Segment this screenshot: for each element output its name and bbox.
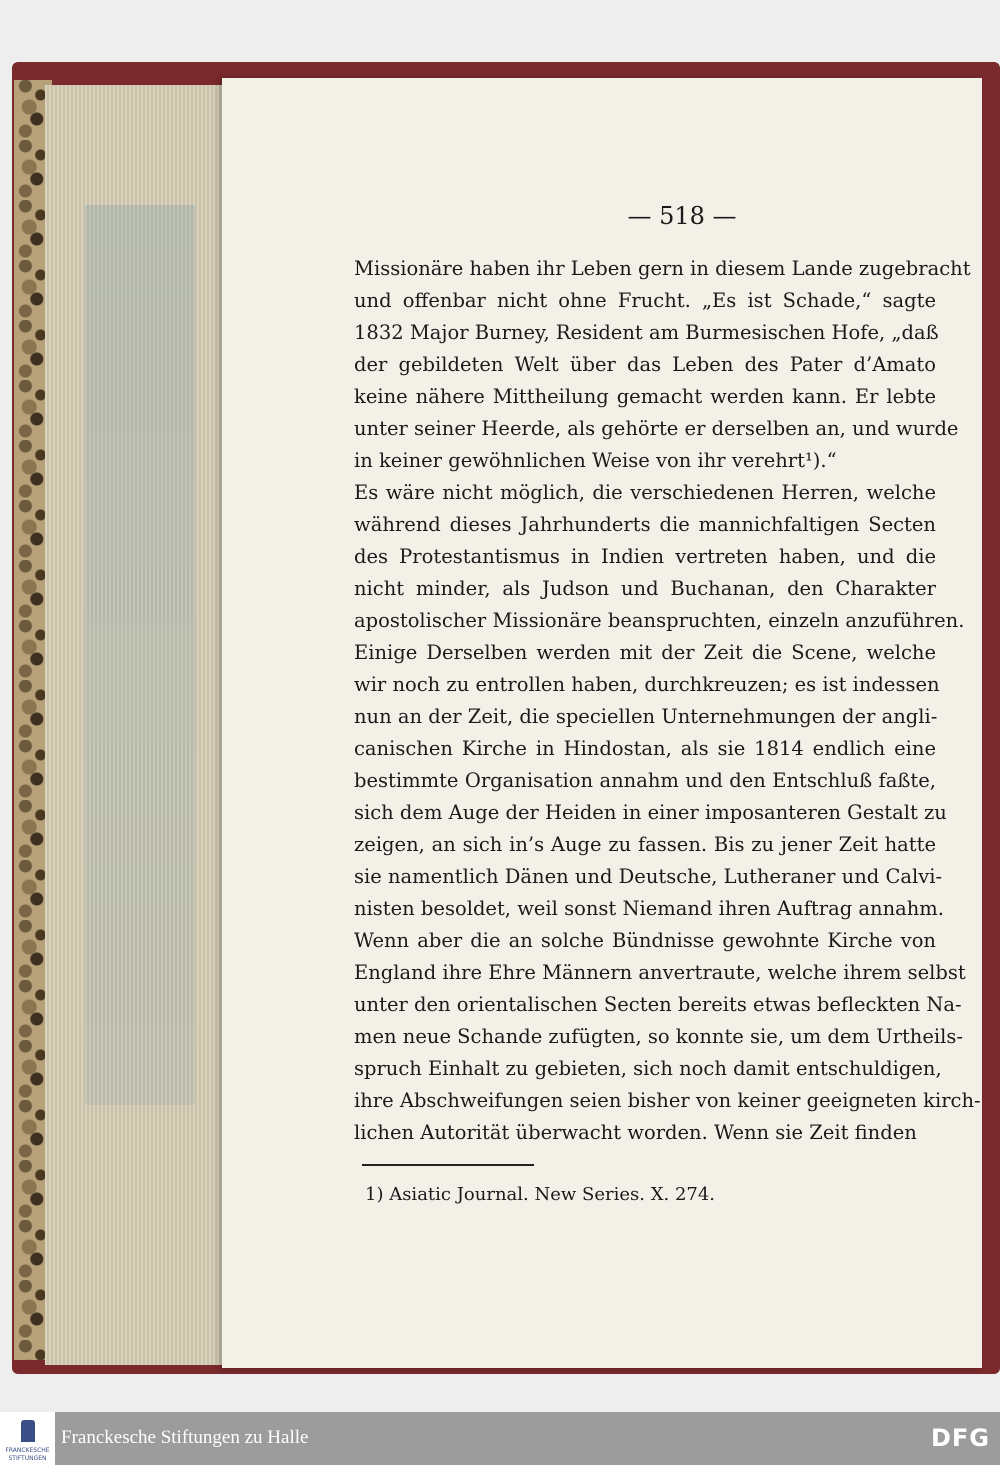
text-line: England ihre Ehre Männern anvertraute, welche ihrem selbst [354, 961, 966, 984]
viewer-footer [0, 1412, 1000, 1465]
text-line: wir noch zu entrollen haben, durchkreuzen; es ist indessen [354, 673, 940, 696]
text-line: sie namentlich Dänen und Deutsche, Lutheraner und Calvi- [354, 865, 943, 888]
building-icon [21, 1420, 35, 1442]
text-line: sich dem Auge der Heiden in einer imposanteren Gestalt zu [354, 801, 947, 824]
text-line: Missionäre haben ihr Leben gern in diesem Lande zugebracht [354, 257, 971, 280]
dfg-logo[interactable]: DFG [930, 1424, 990, 1452]
text-line: men neue Schande zufügten, so konnte sie, um dem Urtheils- [354, 1025, 963, 1048]
text-line: Es wäre nicht möglich, die verschiedenen Herren, welche [354, 481, 936, 504]
text-line: bestimmte Organisation annahm und den Entschluß faßte, [354, 769, 936, 792]
page-edges [45, 85, 223, 1365]
text-line: Einige Derselben werden mit der Zeit die Scene, welche [354, 641, 936, 664]
text-line: der gebildeten Welt über das Leben des Pater d’Amato [354, 353, 936, 376]
text-line: 1832 Major Burney, Resident am Burmesischen Hofe, „daß [354, 321, 939, 344]
text-line: nisten besoldet, weil sonst Niemand ihren Auftrag annahm. [354, 897, 944, 920]
text-line: unter den orientalischen Secten bereits etwas befleckten Na- [354, 993, 962, 1016]
text-line: keine nähere Mittheilung gemacht werden kann. Er lebte [354, 385, 936, 408]
institution-name[interactable]: Franckesche Stiftungen zu Halle [61, 1427, 309, 1448]
book-page [222, 78, 982, 1368]
body-text [354, 253, 981, 1149]
text-line: Wenn aber die an solche Bündnisse gewohnte Kirche von [354, 929, 936, 952]
text-line: unter seiner Heerde, als gehörte er derselben an, und wurde [354, 417, 959, 440]
logo-text-line1: FRANCKESCHE [5, 1447, 50, 1454]
institution-logo[interactable] [0, 1412, 55, 1465]
text-line: canischen Kirche in Hindostan, als sie 1814 endlich eine [354, 737, 936, 760]
text-line: nun an der Zeit, die speciellen Unternehmungen der angli- [354, 705, 938, 728]
text-line: ihre Abschweifungen seien bisher von keiner geeigneten kirch- [354, 1089, 981, 1112]
footnote: 1) Asiatic Journal. New Series. X. 274. [365, 1184, 716, 1205]
logo-text-line2: STIFTUNGEN [8, 1455, 47, 1462]
page-number: — 518 — [627, 202, 737, 230]
text-line: apostolischer Missionäre beanspruchten, einzeln anzuführen. [354, 609, 965, 632]
text-line: während dieses Jahrhunderts die mannichfaltigen Secten [354, 513, 936, 536]
text-line: nicht minder, als Judson und Buchanan, den Charakter [354, 577, 936, 600]
footnote-rule [362, 1164, 534, 1166]
text-line: zeigen, an sich in’s Auge zu fassen. Bis zu jener Zeit hatte [354, 833, 936, 856]
text-line: in keiner gewöhnlichen Weise von ihr verehrt¹).“ [354, 449, 837, 472]
text-line: lichen Autorität überwacht worden. Wenn sie Zeit finden [354, 1121, 917, 1144]
text-line: spruch Einhalt zu gebieten, sich noch damit entschuldigen, [354, 1057, 942, 1080]
text-line: und offenbar nicht ohne Frucht. „Es ist Schade,“ sagte [354, 289, 936, 312]
text-line: des Protestantismus in Indien vertreten haben, und die [354, 545, 936, 568]
